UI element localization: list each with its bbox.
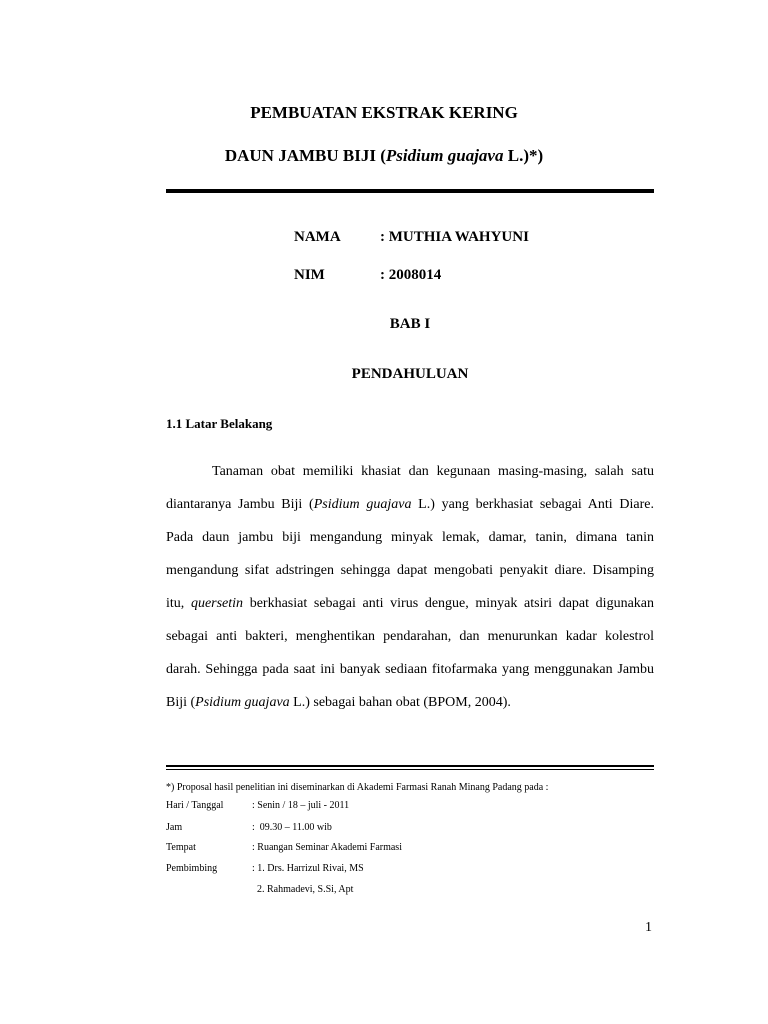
chapter-number: BAB I: [389, 316, 431, 332]
body-text-run: mengandung sifat adstringen sehingga dapat mengobati penyakit diare. Disamping: [166, 563, 654, 578]
title-divider: [166, 189, 654, 193]
body-text-run: diantaranya Jambu Biji (: [166, 497, 314, 512]
footnote-value: : Ruangan Seminar Akademi Farmasi: [252, 842, 402, 853]
document-title-line1: PEMBUATAN EKSTRAK KERING: [250, 103, 518, 122]
body-line: [166, 488, 654, 521]
body-text-run: L.) sebagai bahan obat (BPOM, 2004).: [289, 695, 511, 710]
body-line: [166, 554, 654, 587]
footnote-divider: [166, 765, 654, 767]
title-line2-suffix: L.)*): [503, 146, 544, 165]
footnote-label: Hari / Tanggal: [166, 800, 224, 811]
footnote-value: : Senin / 18 – juli - 2011: [252, 800, 350, 811]
body-line: [166, 587, 654, 620]
body-text-run: itu,: [166, 596, 191, 611]
nim-value: : 2008014: [380, 267, 442, 283]
footnote-label: Tempat: [166, 842, 196, 853]
footnote-label: Pembimbing: [166, 863, 218, 874]
nim-label: NIM: [294, 267, 325, 283]
body-line: [166, 521, 654, 554]
italic-term: quersetin: [190, 596, 244, 611]
body-text-run: berkhasiat sebagai anti virus dengue, minyak atsiri dapat digunakan: [243, 596, 654, 611]
body-text-run: sebagai anti bakteri, menghentikan pendarahan, dan menurunkan kadar kolestrol: [166, 629, 654, 644]
footnote-value: 2. Rahmadevi, S.Si, Apt: [252, 884, 354, 895]
italic-term: Psidium guajava: [195, 695, 290, 710]
body-line: [166, 455, 654, 488]
italic-term: Psidium guajava: [313, 497, 412, 512]
body-text-run: Tanaman obat memiliki khasiat dan kegunaan masing-masing, salah satu: [212, 464, 654, 479]
footnote-divider-thin: [166, 769, 654, 770]
page-number: 1: [645, 920, 652, 935]
body-text-run: Biji (: [166, 695, 196, 710]
nama-label: NAMA: [294, 229, 341, 245]
footnote-label: Jam: [166, 822, 183, 833]
chapter-title: PENDAHULUAN: [351, 366, 469, 382]
footnote-value: : 09.30 – 11.00 wib: [252, 822, 332, 833]
body-text-run: darah. Sehingga pada saat ini banyak sediaan fitofarmaka yang menggunakan Jambu: [166, 662, 654, 677]
document-title-line2: [0, 146, 768, 166]
title-line2-italic: Psidium guajava: [385, 146, 504, 165]
body-text-run: L.) yang berkhasiat sebagai Anti Diare.: [411, 497, 654, 512]
section-heading: 1.1 Latar Belakang: [166, 416, 273, 431]
body-line: [166, 653, 654, 686]
body-line: [166, 686, 654, 719]
body-text-run: Pada daun jambu biji mengandung minyak lemak, damar, tanin, dimana tanin: [166, 530, 654, 545]
section-body: [166, 455, 654, 719]
body-line: [166, 620, 654, 653]
footnote-intro: *) Proposal hasil penelitian ini diseminarkan di Akademi Farmasi Ranah Minang Padang pada :: [166, 782, 549, 793]
footnote-value: : 1. Drs. Harrizul Rivai, MS: [252, 863, 364, 874]
title-line2-prefix: DAUN JAMBU BIJI (: [224, 146, 386, 165]
nama-value: : MUTHIA WAHYUNI: [380, 229, 529, 245]
